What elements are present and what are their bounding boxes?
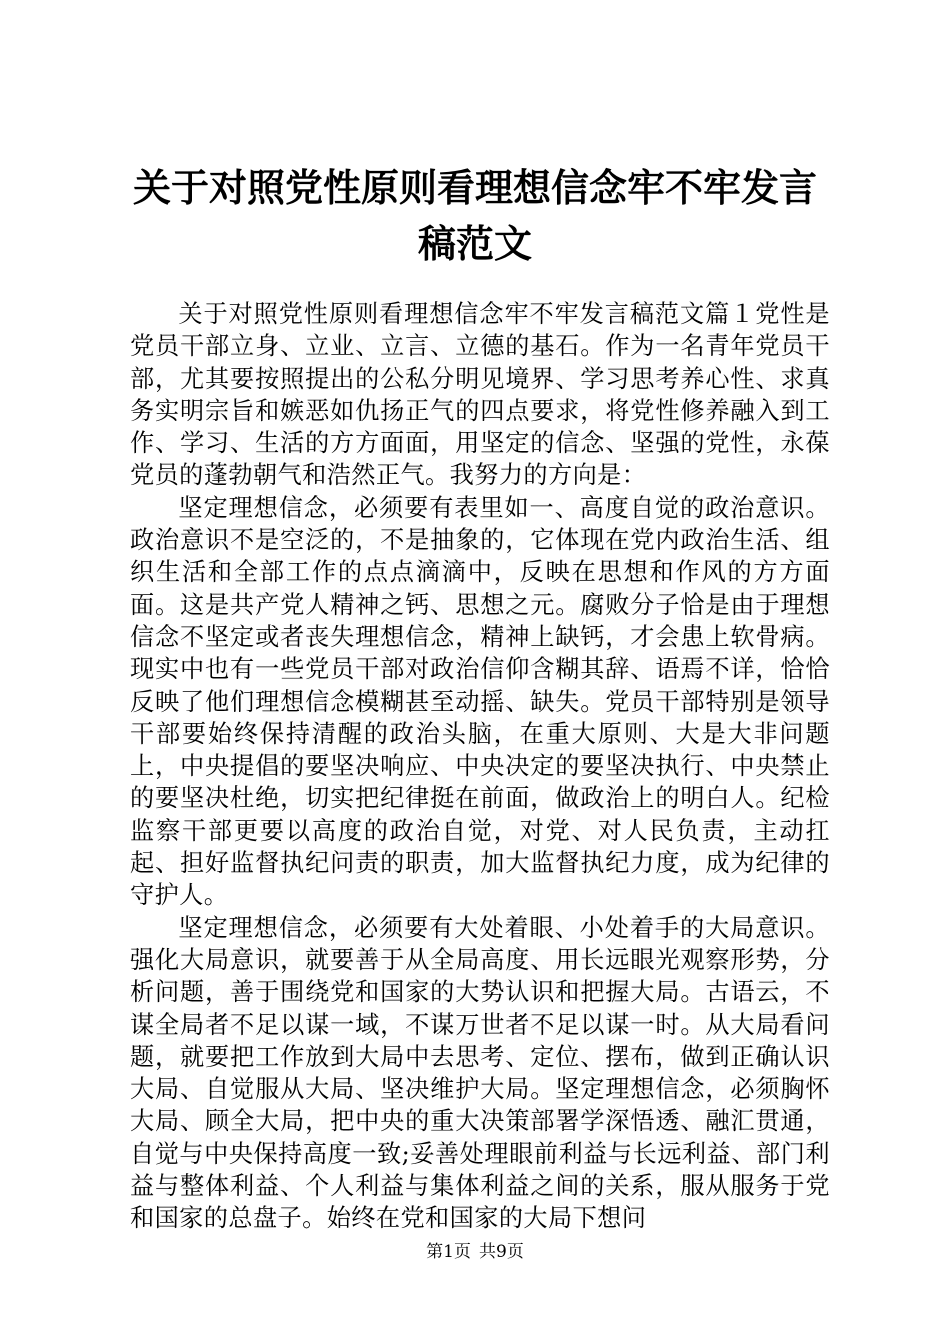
page-footer [0,1242,950,1262]
page-total: 共9页 [479,1242,524,1262]
document-title: 关于对照党性原则看理想信念牢不牢发言稿范文 [132,166,817,266]
paragraph-1: 关于对照党性原则看理想信念牢不牢发言稿范文篇１党性是党员干部立身、立业、立言、立德的基石。作为一名青年党员干部，尤其要按照提出的公私分明见境界、学习思考养心性、求真务实明宗旨和嫉恶如仇扬正气的四点要求，将党性修养融入到工作、学习、生活的方方面面，用坚定的信念、坚强的党性，永葆党员的蓬勃朝气和浩然正气。我努力的方向是： [130,300,830,490]
page-number: 第1页 [426,1242,471,1262]
paragraph-2: 坚定理想信念，必须要有表里如一、高度自觉的政治意识。政治意识不是空泛的，不是抽象的，它体现在党内政治生活、组织生活和全部工作的点点滴滴中，反映在思想和作风的方方面面。这是共产党人精神之钙、思想之元。腐败分子恰是由于理想信念不坚定或者丧失理想信念，精神上缺钙，才会患上软骨病。现实中也有一些党员干部对政治信仰含糊其辞、语焉不详，恰恰反映了他们理想信念模糊甚至动摇、缺失。党员干部特别是领导干部要始终保持清醒的政治头脑，在重大原则、大是大非问题上，中央提倡的要坚决响应、中央决定的要坚决执行、中央禁止的要坚决杜绝，切实把纪律挺在前面，做政治上的明白人。纪检监察干部更要以高度的政治自觉，对党、对人民负责，主动扛起、担好监督执纪问责的职责，加大监督执纪力度，成为纪律的守护人。 [130,493,830,910]
document-body [130,298,830,1235]
paragraph-3: 坚定理想信念，必须要有大处着眼、小处着手的大局意识。强化大局意识，就要善于从全局高度、用长远眼光观察形势，分析问题，善于围绕党和国家的大势认识和把握大局。古语云，不谋全局者不足以谋一域，不谋万世者不足以谋一时。从大局看问题，就要把工作放到大局中去思考、定位、摆布，做到正确认识大局、自觉服从大局、坚决维护大局。坚定理想信念，必须胸怀大局、顾全大局，把中央的重大决策部署学深悟透、融汇贯通，自觉与中央保持高度一致;妥善处理眼前利益与长远利益、部门利益与整体利益、个人利益与集体利益之间的关系，服从服务于党和国家的总盘子。始终在党和国家的大局下想问 [130,913,830,1233]
